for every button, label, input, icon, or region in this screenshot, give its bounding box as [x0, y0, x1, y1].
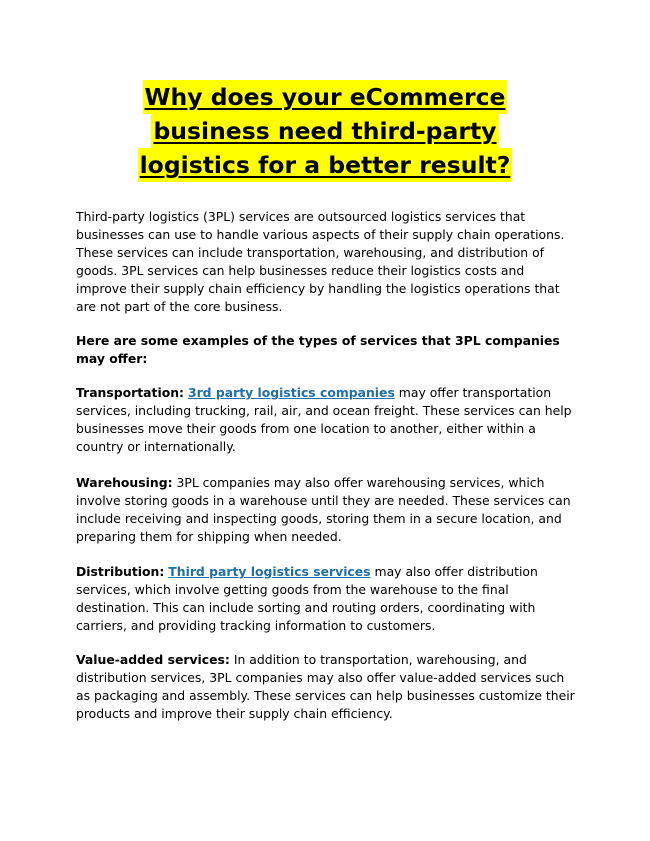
page-title: [0, 80, 650, 182]
examples-heading: Here are some examples of the types of services that 3PL companies may offer:: [76, 333, 560, 366]
transportation-paragraph: [76, 384, 576, 456]
title-line-1: Why does your eCommerce: [143, 80, 508, 114]
warehousing-text: 3PL companies may also offer warehousing services, which involve storing goods in a warehouse until they are needed. These services can include receiving and inspecting goods, storing them in a secure location, and preparing them for shipping when needed.: [76, 475, 571, 544]
transportation-text: may offer transportation services, including trucking, rail, air, and ocean freight. These services can help businesses move their goods from one location to another, either within a country or internationally.: [76, 385, 572, 454]
intro-paragraph: Third-party logistics (3PL) services are outsourced logistics services that businesses can use to handle various aspects of their supply chain operations. These services can include transportation, warehousing, and distribution of goods. 3PL services can help businesses reduce their logistics costs and improve their supply chain efficiency by handling the logistics operations that are not part of the core business.: [76, 209, 565, 314]
warehousing-label: Warehousing:: [76, 475, 173, 490]
third-party-logistics-services-link[interactable]: Third party logistics services: [168, 564, 371, 579]
value-added-paragraph: [76, 651, 576, 723]
title-line-2: business need third-party: [151, 114, 498, 148]
value-added-label: Value-added services:: [76, 652, 230, 667]
title-line-3: logistics for a better result?: [138, 148, 513, 182]
value-added-text: In addition to transportation, warehousing, and distribution services, 3PL companies may also offer value-added services such as packaging and assembly. These services can help businesses customize their products and improve their supply chain efficiency.: [76, 652, 575, 721]
distribution-text: may also offer distribution services, which involve getting goods from the warehouse to the final destination. This can include sorting and routing orders, coordinating with carriers, and providing tracking information to customers.: [76, 564, 538, 633]
warehousing-paragraph: [76, 474, 576, 546]
transportation-label: Transportation:: [76, 385, 184, 400]
third-party-logistics-companies-link[interactable]: 3rd party logistics companies: [187, 385, 395, 400]
distribution-label: Distribution:: [76, 564, 165, 579]
distribution-paragraph: [76, 563, 576, 635]
